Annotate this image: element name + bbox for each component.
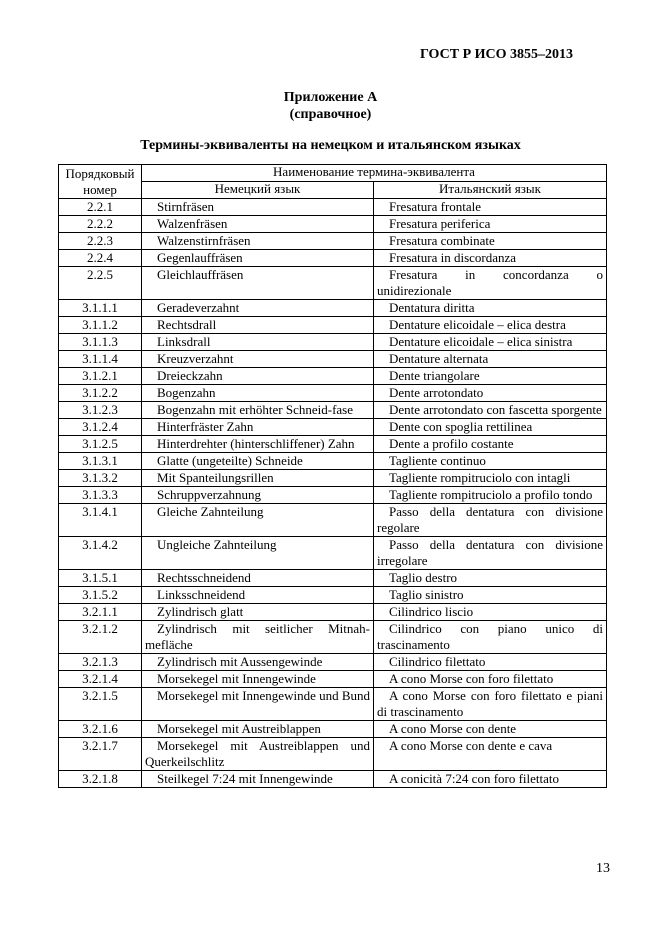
column-header-number: Порядковый номер (59, 165, 142, 199)
term-italian: A conicità 7:24 con foro filettato (374, 771, 607, 788)
term-german: Hinterdrehter (hinterschliffener) Zahn (142, 436, 374, 453)
term-german: Kreuzverzahnt (142, 351, 374, 368)
term-italian: Dentature alternata (374, 351, 607, 368)
table-row (59, 487, 607, 504)
annex-heading (0, 89, 661, 123)
term-german: Linksschneidend (142, 587, 374, 604)
table-title: Термины-эквиваленты на немецком и итальянском языках (140, 138, 521, 153)
term-german: Rechtsdrall (142, 317, 374, 334)
table-row (59, 419, 607, 436)
term-german: Hinterfräster Zahn (142, 419, 374, 436)
term-german: Zylindrisch glatt (142, 604, 374, 621)
term-number: 3.1.2.1 (59, 368, 142, 385)
term-italian: Fresatura periferica (374, 216, 607, 233)
term-italian: Passo della dentatura con divisione irregolare (374, 537, 607, 570)
term-number: 3.2.1.1 (59, 604, 142, 621)
term-number: 3.1.2.2 (59, 385, 142, 402)
term-italian: Taglio destro (374, 570, 607, 587)
table-row (59, 453, 607, 470)
table-row (59, 334, 607, 351)
term-italian: Fresatura combinate (374, 233, 607, 250)
term-german: Mit Spanteilungsrillen (142, 470, 374, 487)
term-german: Zylindrisch mit seitlicher Mitnah-mefläche (142, 621, 374, 654)
term-number: 3.1.1.1 (59, 300, 142, 317)
terms-table (58, 164, 607, 788)
term-german: Stirnfräsen (142, 199, 374, 216)
term-number: 3.1.2.3 (59, 402, 142, 419)
term-italian: Cilindrico filettato (374, 654, 607, 671)
column-header-group: Наименование термина-эквивалента (142, 165, 607, 182)
term-german: Morsekegel mit Austreiblappen (142, 721, 374, 738)
table-row (59, 267, 607, 300)
term-number: 3.1.1.3 (59, 334, 142, 351)
term-german: Gleiche Zahnteilung (142, 504, 374, 537)
term-number: 3.1.2.5 (59, 436, 142, 453)
term-italian: Tagliente continuo (374, 453, 607, 470)
table-row (59, 436, 607, 453)
term-italian: Fresatura in concordanza o unidirezionale (374, 267, 607, 300)
term-number: 3.2.1.7 (59, 738, 142, 771)
term-italian: Dente triangolare (374, 368, 607, 385)
table-row (59, 216, 607, 233)
term-italian: A cono Morse con foro filettato (374, 671, 607, 688)
term-german: Morsekegel mit Austreiblappen und Querkeilschlitz (142, 738, 374, 771)
term-italian: Dente con spoglia rettilinea (374, 419, 607, 436)
term-german: Walzenstirnfräsen (142, 233, 374, 250)
term-number: 2.2.3 (59, 233, 142, 250)
term-german: Gegenlauffräsen (142, 250, 374, 267)
column-header-german: Немецкий язык (142, 182, 374, 199)
terms-table-body (59, 199, 607, 788)
term-german: Ungleiche Zahnteilung (142, 537, 374, 570)
term-italian: Taglio sinistro (374, 587, 607, 604)
term-number: 3.1.3.2 (59, 470, 142, 487)
term-german: Dreieckzahn (142, 368, 374, 385)
table-row (59, 721, 607, 738)
table-row (59, 233, 607, 250)
term-number: 2.2.1 (59, 199, 142, 216)
table-row (59, 738, 607, 771)
term-number: 3.2.1.3 (59, 654, 142, 671)
table-row (59, 317, 607, 334)
term-number: 3.1.1.2 (59, 317, 142, 334)
term-number: 3.2.1.4 (59, 671, 142, 688)
term-german: Gleichlauffräsen (142, 267, 374, 300)
term-number: 3.1.5.2 (59, 587, 142, 604)
term-number: 3.1.2.4 (59, 419, 142, 436)
term-german: Morsekegel mit Innengewinde und Bund (142, 688, 374, 721)
term-number: 3.2.1.5 (59, 688, 142, 721)
term-italian: Fresatura in discordanza (374, 250, 607, 267)
term-german: Rechtsschneidend (142, 570, 374, 587)
table-row (59, 250, 607, 267)
term-italian: A cono Morse con dente e cava (374, 738, 607, 771)
term-italian: Tagliente rompitruciolo con intagli (374, 470, 607, 487)
term-italian: Passo della dentatura con divisione regolare (374, 504, 607, 537)
term-german: Bogenzahn mit erhöhter Schneid-fase (142, 402, 374, 419)
table-row (59, 199, 607, 216)
term-german: Geradeverzahnt (142, 300, 374, 317)
annex-title: Приложение А (283, 90, 378, 105)
term-italian: A cono Morse con foro filettato e piani di trascinamento (374, 688, 607, 721)
term-german: Zylindrisch mit Aussengewinde (142, 654, 374, 671)
term-german: Schruppverzahnung (142, 487, 374, 504)
table-row (59, 688, 607, 721)
table-row (59, 621, 607, 654)
term-german: Glatte (ungeteilte) Schneide (142, 453, 374, 470)
term-number: 3.1.3.1 (59, 453, 142, 470)
term-italian: Dentatura diritta (374, 300, 607, 317)
term-number: 3.1.4.2 (59, 537, 142, 570)
term-italian: Tagliente rompitruciolo a profilo tondo (374, 487, 607, 504)
table-row (59, 604, 607, 621)
term-german: Walzenfräsen (142, 216, 374, 233)
term-number: 3.1.3.3 (59, 487, 142, 504)
table-row (59, 771, 607, 788)
table-row (59, 654, 607, 671)
term-german: Bogenzahn (142, 385, 374, 402)
table-row (59, 402, 607, 419)
table-row (59, 504, 607, 537)
term-german: Linksdrall (142, 334, 374, 351)
term-italian: Dente arrotondato (374, 385, 607, 402)
term-italian: A cono Morse con dente (374, 721, 607, 738)
term-italian: Dentature elicoidale – elica destra (374, 317, 607, 334)
term-italian: Cilindrico liscio (374, 604, 607, 621)
term-italian: Fresatura frontale (374, 199, 607, 216)
term-number: 2.2.2 (59, 216, 142, 233)
term-number: 3.2.1.8 (59, 771, 142, 788)
term-german: Morsekegel mit Innengewinde (142, 671, 374, 688)
term-german: Steilkegel 7:24 mit Innengewinde (142, 771, 374, 788)
table-row (59, 351, 607, 368)
term-number: 3.1.1.4 (59, 351, 142, 368)
table-row (59, 385, 607, 402)
table-row (59, 470, 607, 487)
table-row (59, 537, 607, 570)
term-number: 3.1.5.1 (59, 570, 142, 587)
column-header-italian: Итальянский язык (374, 182, 607, 199)
document-code: ГОСТ Р ИСО 3855–2013 (420, 47, 574, 62)
term-number: 2.2.5 (59, 267, 142, 300)
term-number: 3.2.1.6 (59, 721, 142, 738)
annex-subtitle: (справочное) (289, 107, 372, 122)
term-italian: Cilindrico con piano unico di trascinamento (374, 621, 607, 654)
term-number: 3.2.1.2 (59, 621, 142, 654)
table-row (59, 570, 607, 587)
table-row (59, 587, 607, 604)
table-row (59, 300, 607, 317)
term-italian: Dente arrotondato con fascetta sporgente (374, 402, 607, 419)
term-italian: Dentature elicoidale – elica sinistra (374, 334, 607, 351)
term-italian: Dente a profilo costante (374, 436, 607, 453)
term-number: 3.1.4.1 (59, 504, 142, 537)
term-number: 2.2.4 (59, 250, 142, 267)
table-row (59, 368, 607, 385)
page-number: 13 (596, 861, 610, 876)
table-row (59, 671, 607, 688)
